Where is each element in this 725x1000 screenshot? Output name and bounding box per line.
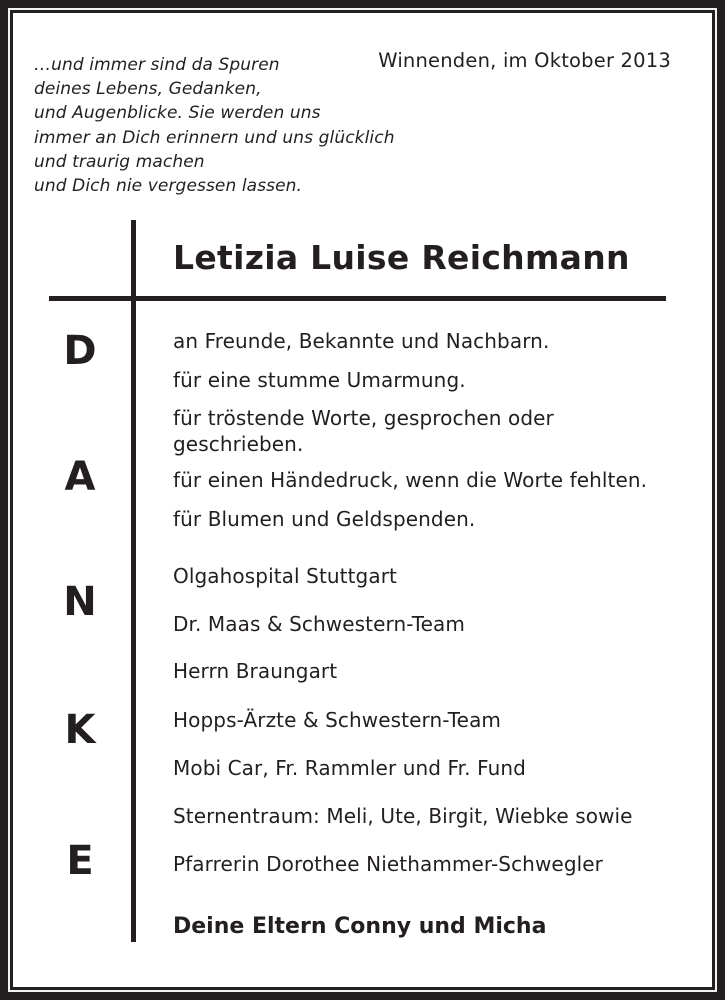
thanks-line: für Blumen und Geldspenden.: [173, 507, 476, 531]
thanks-recipient: Mobi Car, Fr. Rammler und Fr. Fund: [173, 756, 526, 780]
thanks-recipient: Pfarrerin Dorothee Niethammer-Schwegler: [173, 852, 604, 876]
motto-line: und Dich nie vergessen lassen.: [34, 176, 303, 197]
thanks-recipient: Sternentraum: Meli, Ute, Birgit, Wiebke sowie: [173, 804, 633, 828]
thanks-recipient: Olgahospital Stuttgart: [173, 564, 397, 588]
place-date: Winnenden, im Oktober 2013: [378, 49, 671, 72]
thanks-recipient: Hopps-Ärzte & Schwestern-Team: [173, 708, 502, 732]
motto-line: und Augenblicke. Sie werden uns: [34, 103, 321, 124]
thanks-line: geschrieben.: [173, 432, 304, 456]
horizontal-rule: [49, 296, 666, 301]
motto-poem: [34, 53, 395, 198]
motto-line: und traurig machen: [34, 151, 205, 172]
signature: Deine Eltern Conny und Micha: [173, 914, 547, 939]
thanks-recipient: Dr. Maas & Schwestern-Team: [173, 612, 465, 636]
thanks-line: für tröstende Worte, gesprochen oder: [173, 406, 554, 430]
vertical-rule: [131, 220, 136, 942]
danke-letter-d: D: [63, 328, 97, 374]
danke-letter-n: N: [63, 579, 97, 625]
motto-line: deines Lebens, Gedanken,: [34, 79, 262, 100]
motto-line: …und immer sind da Spuren: [34, 55, 280, 75]
thanks-line: für eine stumme Umarmung.: [173, 368, 466, 392]
danke-letter-a: A: [64, 454, 96, 500]
thanks-line: an Freunde, Bekannte und Nachbarn.: [173, 329, 550, 353]
danke-letter-e: E: [66, 838, 94, 884]
thanks-line: für einen Händedruck, wenn die Worte fehlten.: [173, 468, 648, 492]
thanks-recipient: Herrn Braungart: [173, 659, 338, 683]
motto-line: immer an Dich erinnern und uns glücklich: [34, 127, 395, 148]
danke-letter-k: K: [64, 707, 96, 753]
deceased-name: Letizia Luise Reichmann: [173, 238, 630, 277]
